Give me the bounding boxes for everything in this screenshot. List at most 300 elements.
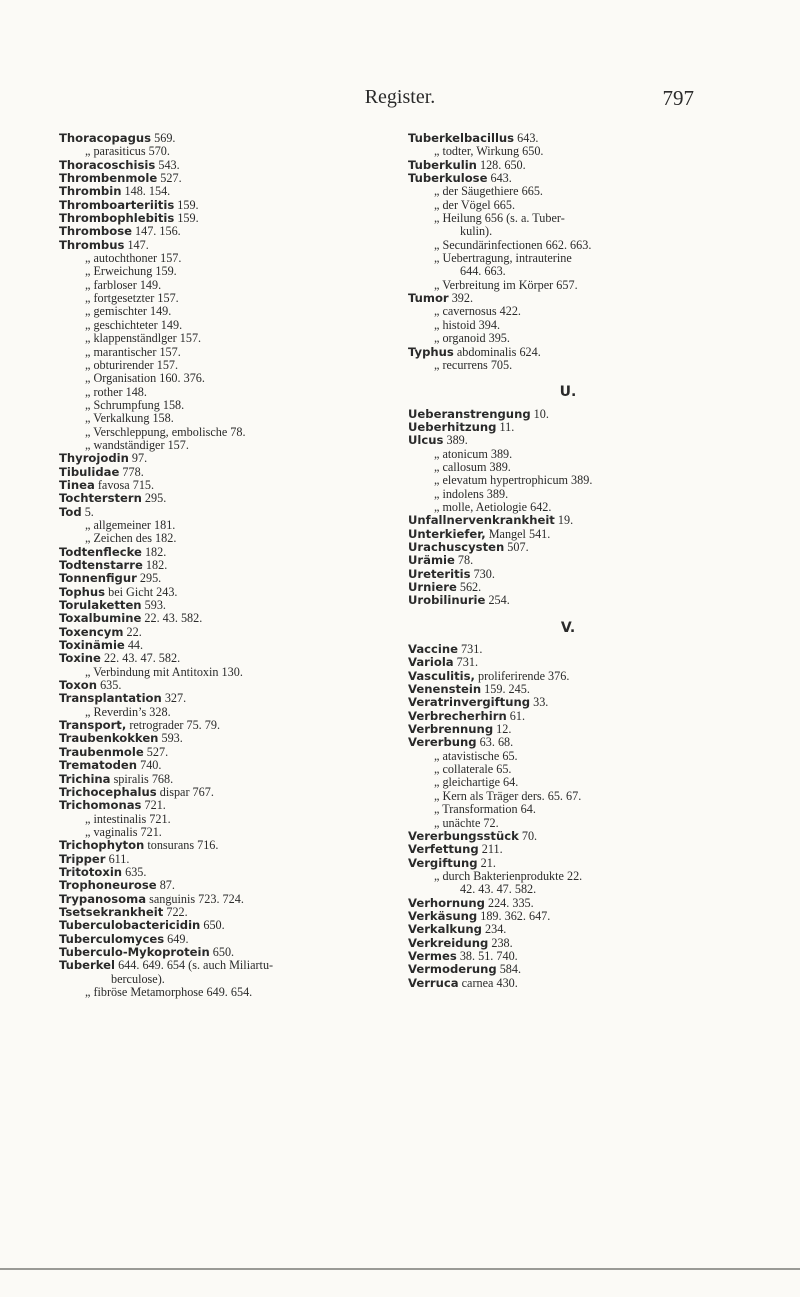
entry-refs: 33. — [530, 695, 549, 710]
index-entry — [59, 906, 369, 919]
entry-refs: „ wandständiger 157. — [85, 437, 189, 452]
index-subentry — [59, 292, 369, 305]
index-subentry — [408, 279, 728, 292]
entry-term: Tonnenfigur — [59, 571, 137, 586]
entry-refs: berculose). — [111, 971, 165, 986]
index-entry — [408, 923, 728, 936]
entry-term: Urachuscysten — [408, 539, 505, 554]
entry-term: Tuberkulose — [408, 171, 488, 186]
index-subentry — [408, 461, 728, 474]
entry-term: Verkäsung — [408, 908, 478, 923]
index-entry — [59, 172, 369, 185]
entry-term: Verbrennung — [408, 722, 494, 737]
index-entry — [59, 132, 369, 145]
index-entry — [408, 159, 728, 172]
entry-refs: 611. — [105, 851, 130, 866]
entry-term: Tuberkulin — [408, 157, 477, 172]
entry-term: Tuberkel — [59, 958, 116, 973]
entry-refs: 295. — [136, 571, 162, 586]
index-subentry — [408, 332, 728, 345]
entry-term: Typhus — [408, 344, 454, 359]
entry-refs: 87. — [156, 878, 175, 893]
index-continuation — [408, 225, 728, 238]
index-entry — [408, 963, 728, 976]
entry-refs: 182. — [142, 558, 168, 572]
entry-refs: retrograder 75. 79. — [126, 718, 221, 733]
entry-refs: „ gemischter 149. — [85, 304, 172, 319]
index-entry — [59, 839, 369, 852]
entry-term: Tsetsekrankheit — [59, 904, 164, 919]
entry-refs: 593. — [158, 731, 183, 746]
index-subentry — [408, 145, 728, 158]
index-subentry — [59, 279, 369, 292]
index-entry — [408, 977, 728, 990]
index-entry — [408, 434, 728, 447]
entry-refs: „ collaterale 65. — [434, 762, 512, 777]
entry-refs: „ indolens 389. — [434, 486, 509, 501]
index-subentry — [408, 252, 728, 265]
index-entry — [408, 594, 728, 607]
entry-term: Vaccine — [408, 642, 458, 657]
entry-refs: 731. — [453, 655, 478, 670]
entry-term: Urniere — [408, 580, 457, 594]
index-subentry — [408, 870, 728, 883]
entry-refs: kulin). — [460, 224, 493, 239]
entry-term: Traubenmole — [59, 744, 144, 759]
entry-term: Tibulidae — [59, 464, 120, 479]
entry-term: Ulcus — [408, 433, 444, 448]
entry-term: Trichocephalus — [59, 784, 157, 799]
entry-term: Tuberculobactericidin — [59, 918, 201, 933]
index-entry — [59, 853, 369, 866]
index-entry — [59, 879, 369, 892]
entry-refs: 740. — [137, 758, 162, 773]
entry-refs: 70. — [518, 828, 538, 843]
index-subentry — [408, 776, 728, 789]
section-letter: U. — [559, 384, 577, 401]
entry-term: Tophus — [59, 584, 106, 599]
entry-term: Trichomonas — [59, 798, 142, 813]
entry-refs: 159. — [174, 197, 199, 212]
entry-refs: „ elevatum hypertrophicum 389. — [434, 473, 593, 488]
entry-refs: 5. — [81, 504, 94, 519]
index-entry — [59, 773, 369, 786]
index-entry — [408, 897, 728, 910]
index-entry — [59, 626, 369, 639]
entry-refs: 159. — [174, 211, 199, 226]
index-entry — [408, 950, 728, 963]
index-subentry — [408, 448, 728, 461]
entry-term: Vasculitis, — [408, 668, 475, 683]
entry-refs: 128. 650. — [476, 157, 526, 172]
index-entry — [59, 919, 369, 932]
index-entry — [408, 408, 728, 421]
entry-refs: „ Organisation 160. 376. — [85, 371, 205, 386]
entry-refs: 649. — [164, 931, 189, 946]
entry-term: Toxinämie — [59, 638, 125, 653]
entry-refs: „ histoid 394. — [434, 317, 501, 332]
entry-refs: 643. — [514, 131, 539, 145]
entry-refs: 650. — [209, 944, 235, 959]
entry-term: Vermoderung — [408, 962, 497, 977]
entry-refs: „ autochthoner 157. — [85, 251, 182, 266]
page-title: Register. — [364, 86, 436, 108]
entry-term: Trichophyton — [59, 838, 145, 853]
entry-refs: „ callosum 389. — [434, 459, 511, 474]
entry-term: Verkreidung — [408, 935, 489, 950]
entry-refs: 234. — [481, 922, 507, 937]
index-entry — [59, 759, 369, 772]
entry-term: Vermes — [408, 948, 457, 963]
entry-term: Vererbungsstück — [408, 828, 519, 843]
index-entry — [408, 643, 728, 656]
entry-refs: 722. — [163, 904, 188, 919]
index-entry — [59, 732, 369, 745]
entry-refs: „ fortgesetzter 157. — [85, 291, 179, 306]
entry-refs: „ gleichartige 64. — [434, 775, 519, 790]
index-entry — [408, 910, 728, 923]
entry-refs: 78. — [454, 553, 474, 568]
index-entry — [59, 719, 369, 732]
index-subentry — [408, 305, 728, 318]
entry-refs: „ marantischer 157. — [85, 344, 181, 359]
index-entry — [408, 656, 728, 669]
index-subentry — [59, 359, 369, 372]
entry-refs: 644. 663. — [460, 264, 506, 279]
entry-refs: 392. — [448, 291, 474, 306]
index-entry — [408, 581, 728, 594]
entry-term: Verhornung — [408, 895, 485, 910]
entry-refs: 593. — [141, 598, 166, 613]
entry-term: Trypanosoma — [59, 891, 147, 906]
entry-refs: „ intestinalis 721. — [85, 811, 171, 826]
index-entry — [59, 506, 369, 519]
index-entry — [59, 933, 369, 946]
index-subentry — [408, 185, 728, 198]
index-subentry — [59, 412, 369, 425]
index-subentry — [408, 199, 728, 212]
entry-refs: „ farbloser 149. — [85, 277, 162, 292]
index-subentry — [408, 359, 728, 372]
entry-term: Tripper — [59, 851, 106, 866]
entry-term: Unterkiefer, — [408, 526, 486, 541]
entry-refs: 21. — [477, 855, 496, 870]
entry-term: Thrombus — [59, 237, 125, 252]
index-subentry — [59, 305, 369, 318]
index-entry — [59, 799, 369, 812]
entry-refs: „ atonicum 389. — [434, 446, 513, 461]
entry-refs: 721. — [141, 798, 166, 813]
index-entry — [408, 568, 728, 581]
entry-term: Tritotoxin — [59, 864, 123, 879]
entry-term: Verbrecherhirn — [408, 708, 507, 723]
entry-refs: 147. 156. — [131, 224, 181, 239]
index-subentry — [408, 212, 728, 225]
index-entry — [59, 866, 369, 879]
index-subentry — [59, 145, 369, 158]
entry-refs: Mangel 541. — [485, 526, 551, 541]
entry-term: Toxon — [59, 678, 98, 693]
entry-term: Trematoden — [59, 758, 138, 773]
index-column-left — [59, 132, 369, 999]
index-subentry — [408, 763, 728, 776]
entry-refs: 12. — [493, 722, 512, 737]
index-entry — [59, 225, 369, 238]
entry-term: Tuberculomyces — [59, 931, 165, 946]
page-number: 797 — [662, 86, 694, 110]
entry-term: Todtenstarre — [59, 558, 143, 572]
index-subentry — [408, 501, 728, 514]
index-subentry — [408, 817, 728, 830]
entry-refs: „ Zeichen des 182. — [85, 531, 177, 546]
entry-refs: „ der Vögel 665. — [434, 197, 516, 212]
entry-refs: 295. — [141, 491, 167, 506]
entry-refs: sanguinis 723. 724. — [146, 891, 244, 906]
entry-refs: „ klappenständlger 157. — [85, 331, 202, 346]
entry-term: Tochterstern — [59, 491, 142, 506]
entry-refs: 211. — [478, 842, 503, 857]
index-subentry — [408, 790, 728, 803]
entry-refs: carnea 430. — [458, 975, 518, 990]
entry-refs: 22. 43. 47. 582. — [100, 651, 181, 666]
entry-term: Unfallnervenkrankheit — [408, 513, 555, 528]
entry-refs: „ Reverdin’s 328. — [85, 704, 171, 719]
index-entry — [408, 554, 728, 567]
index-subentry — [408, 319, 728, 332]
index-column-right — [408, 132, 728, 990]
entry-refs: 507. — [504, 539, 529, 554]
entry-refs: „ durch Bakterienprodukte 22. — [434, 868, 583, 883]
index-entry — [408, 670, 728, 683]
index-entry — [59, 786, 369, 799]
entry-refs: 731. — [458, 642, 483, 657]
entry-term: Traubenkokken — [59, 731, 159, 746]
index-entry — [59, 639, 369, 652]
entry-term: Thoracopagus — [59, 131, 152, 145]
page-header — [0, 86, 800, 112]
entry-refs: 730. — [470, 566, 495, 581]
index-subentry — [59, 252, 369, 265]
entry-refs: „ Verkalkung 158. — [85, 411, 174, 426]
index-entry — [59, 199, 369, 212]
entry-refs: „ Secundärinfectionen 662. 663. — [434, 237, 592, 252]
section-letter: V. — [560, 619, 576, 636]
entry-refs: 254. — [485, 593, 510, 608]
entry-refs: 224. 335. — [484, 895, 534, 910]
index-subentry — [59, 706, 369, 719]
index-subentry — [408, 488, 728, 501]
entry-refs: proliferirende 376. — [474, 668, 570, 683]
index-subentry — [408, 750, 728, 763]
index-entry — [408, 528, 728, 541]
entry-refs: „ Verbindung mit Antitoxin 130. — [85, 664, 243, 679]
index-entry — [59, 239, 369, 252]
entry-refs: bei Gicht 243. — [105, 584, 178, 599]
entry-refs: 148. 154. — [121, 184, 171, 199]
entry-term: Veratrinvergiftung — [408, 695, 531, 710]
index-entry — [59, 452, 369, 465]
entry-refs: 42. 43. 47. 582. — [460, 882, 537, 897]
entry-term: Trophoneurose — [59, 878, 157, 893]
entry-refs: 584. — [496, 962, 522, 977]
entry-term: Toxencym — [59, 624, 124, 639]
entry-term: Verkalkung — [408, 922, 482, 937]
index-entry — [408, 132, 728, 145]
index-entry — [59, 612, 369, 625]
entry-term: Tuberculo-Mykoprotein — [59, 944, 210, 959]
index-entry — [408, 937, 728, 950]
entry-term: Tinea — [59, 477, 95, 492]
entry-term: Tod — [59, 504, 82, 519]
entry-refs: „ organoid 395. — [434, 331, 510, 346]
index-entry — [59, 159, 369, 172]
entry-refs: „ recurrens 705. — [434, 357, 513, 372]
entry-refs: 63. 68. — [476, 735, 514, 750]
index-entry — [408, 710, 728, 723]
entry-refs: 19. — [554, 513, 574, 528]
entry-refs: 159. 245. — [481, 682, 530, 697]
entry-refs: 562. — [456, 580, 482, 594]
index-subentry — [408, 803, 728, 816]
entry-refs: 527. — [143, 744, 169, 759]
entry-refs: favosa 715. — [94, 477, 155, 492]
entry-term: Urobilinurie — [408, 593, 486, 608]
entry-refs: 527. — [157, 171, 182, 186]
index-continuation — [59, 973, 369, 986]
index-entry — [408, 421, 728, 434]
index-entry — [59, 572, 369, 585]
index-entry — [408, 541, 728, 554]
entry-term: Thyrojodin — [59, 451, 129, 466]
entry-refs: 22. 43. 582. — [141, 611, 203, 626]
entry-refs: 22. — [123, 624, 142, 639]
entry-refs: 635. — [122, 864, 147, 879]
index-entry — [59, 212, 369, 225]
entry-refs: 569. — [151, 131, 176, 145]
index-entry — [408, 857, 728, 870]
entry-term: Verfettung — [408, 842, 479, 857]
entry-refs: 778. — [119, 464, 144, 479]
index-entry — [59, 746, 369, 759]
index-entry — [59, 959, 369, 972]
index-subentry — [59, 426, 369, 439]
index-entry — [408, 696, 728, 709]
index-entry — [59, 466, 369, 479]
index-entry — [59, 559, 369, 572]
entry-refs: 389. — [443, 433, 468, 448]
entry-refs: „ cavernosus 422. — [434, 304, 521, 319]
entry-refs: „ Uebertragung, intrauterine — [434, 251, 572, 266]
entry-refs: 543. — [155, 157, 180, 172]
index-entry — [408, 723, 728, 736]
entry-refs: 650. — [200, 918, 225, 933]
entry-term: Ureteritis — [408, 566, 471, 581]
entry-refs: „ der Säugethiere 665. — [434, 184, 543, 199]
entry-refs: dispar 767. — [156, 784, 214, 799]
entry-term: Transplantation — [59, 691, 162, 706]
page-bottom-edge — [0, 1268, 800, 1270]
index-entry — [59, 692, 369, 705]
index-entry — [408, 830, 728, 843]
entry-term: Toxalbumine — [59, 611, 142, 626]
entry-refs: 643. — [487, 171, 512, 186]
entry-refs: „ Heilung 656 (s. a. Tuber- — [434, 211, 565, 226]
entry-refs: „ rother 148. — [85, 384, 147, 399]
entry-term: Urämie — [408, 553, 455, 568]
index-entry — [408, 843, 728, 856]
entry-term: Vererbung — [408, 735, 477, 750]
entry-term: Thrombenmole — [59, 171, 158, 186]
entry-refs: 38. 51. 740. — [456, 948, 518, 963]
entry-refs: 644. 649. 654 (s. auch Miliartu- — [115, 958, 274, 973]
index-subentry — [59, 439, 369, 452]
entry-refs: 44. — [124, 638, 144, 653]
index-entry — [408, 514, 728, 527]
entry-refs: „ allgemeiner 181. — [85, 517, 176, 532]
index-entry — [59, 492, 369, 505]
entry-term: Tumor — [408, 291, 449, 306]
entry-term: Thromboarteriitis — [59, 197, 175, 212]
entry-refs: „ Verbreitung im Körper 657. — [434, 277, 578, 292]
entry-term: Ueberanstrengung — [408, 406, 531, 421]
entry-term: Variola — [408, 655, 454, 670]
entry-refs: „ Transformation 64. — [434, 802, 536, 817]
entry-refs: „ vaginalis 721. — [85, 824, 162, 839]
entry-refs: „ geschichteter 149. — [85, 317, 183, 332]
entry-term: Vergiftung — [408, 855, 478, 870]
entry-refs: „ todter, Wirkung 650. — [434, 144, 544, 159]
entry-refs: spiralis 768. — [110, 771, 174, 786]
entry-term: Thrombophlebitis — [59, 211, 175, 226]
index-entry — [59, 652, 369, 665]
index-entry — [408, 736, 728, 749]
index-continuation — [408, 265, 728, 278]
index-entry — [59, 479, 369, 492]
index-subentry — [59, 519, 369, 532]
index-entry — [59, 679, 369, 692]
index-entry — [59, 586, 369, 599]
index-entry — [59, 599, 369, 612]
entry-refs: 238. — [488, 935, 513, 950]
entry-term: Thrombose — [59, 224, 132, 239]
index-entry — [408, 346, 728, 359]
index-entry — [408, 292, 728, 305]
entry-term: Todtenflecke — [59, 544, 142, 559]
index-subentry — [59, 986, 369, 999]
index-subentry — [59, 399, 369, 412]
entry-refs: abdominalis 624. — [453, 344, 541, 359]
entry-term: Transport, — [59, 718, 127, 733]
entry-refs: „ atavistische 65. — [434, 748, 518, 763]
entry-refs: 182. — [141, 544, 167, 559]
entry-refs: 635. — [97, 678, 122, 693]
entry-refs: „ Schrumpfung 158. — [85, 397, 185, 412]
entry-refs: „ unächte 72. — [434, 815, 499, 830]
entry-term: Ueberhitzung — [408, 419, 497, 434]
entry-refs: „ Erweichung 159. — [85, 264, 177, 279]
index-continuation — [408, 883, 728, 896]
entry-term: Venenstein — [408, 682, 482, 697]
entry-refs: „ Kern als Träger ders. 65. 67. — [434, 788, 582, 803]
index-subentry — [59, 826, 369, 839]
entry-refs: „ Verschleppung, embolische 78. — [85, 424, 246, 439]
index-subentry — [59, 372, 369, 385]
index-entry — [59, 946, 369, 959]
index-subentry — [59, 532, 369, 545]
entry-refs: „ obturirender 157. — [85, 357, 179, 372]
entry-refs: „ parasiticus 570. — [85, 144, 170, 159]
index-subentry — [408, 474, 728, 487]
